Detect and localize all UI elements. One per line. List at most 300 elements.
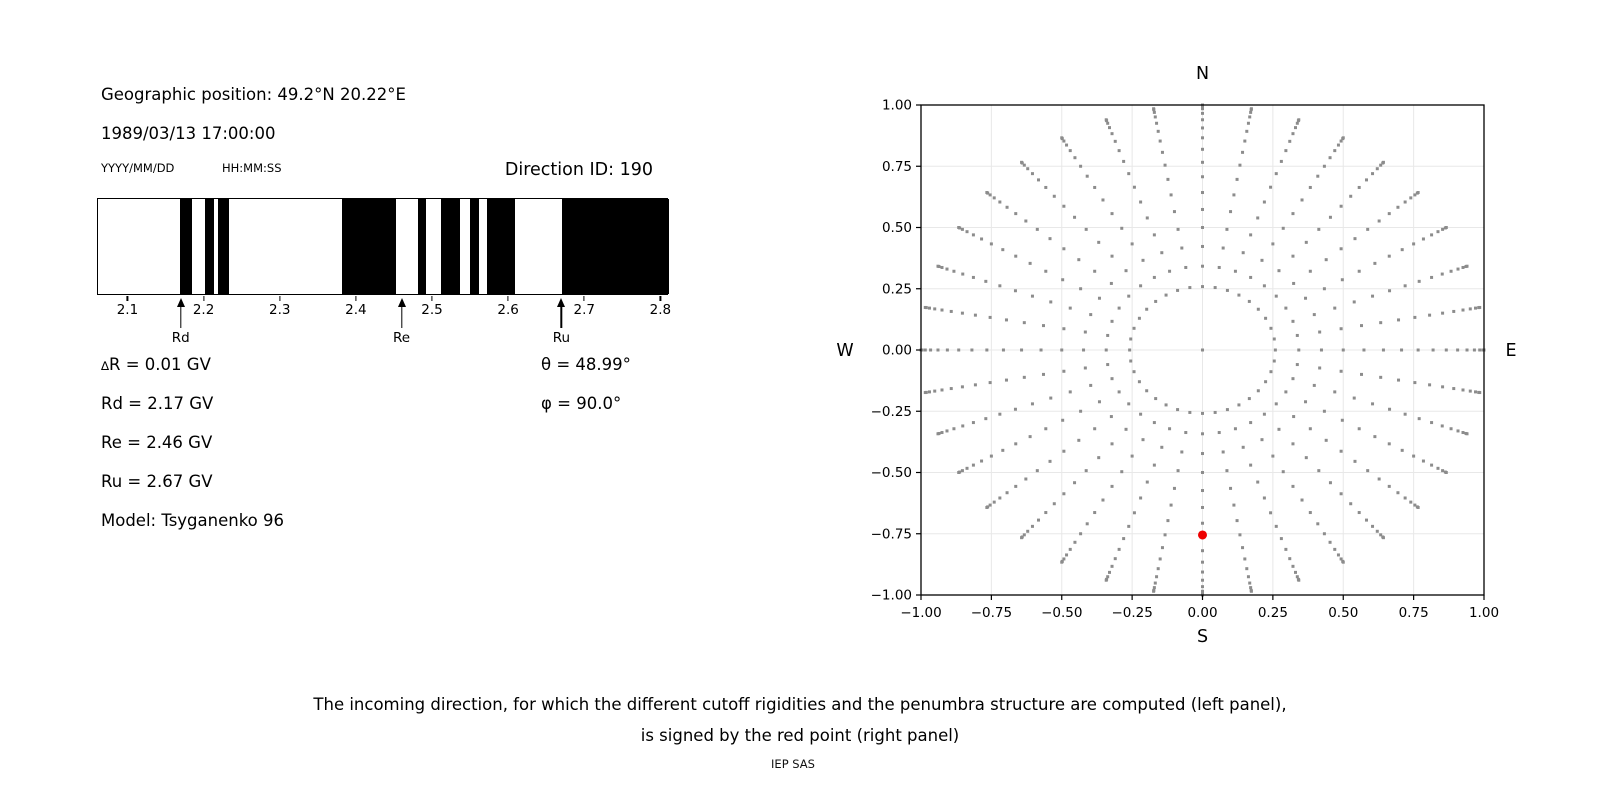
direction-dot <box>1160 446 1163 449</box>
direction-dot <box>1263 496 1266 499</box>
direction-dot <box>952 270 955 273</box>
direction-dot <box>1005 379 1008 382</box>
penumbra-tick-label: 2.4 <box>345 302 367 318</box>
direction-dot <box>1248 300 1251 303</box>
direction-dot <box>1042 324 1045 327</box>
direction-dot <box>1139 496 1142 499</box>
direction-dot <box>1065 553 1068 556</box>
direction-dot <box>1232 504 1235 507</box>
direction-dot <box>1473 349 1476 352</box>
direction-dot <box>1101 499 1104 502</box>
direction-dot <box>1229 487 1232 490</box>
direction-dot <box>1317 469 1320 472</box>
direction-dot <box>1297 579 1300 582</box>
direction-dot <box>1271 242 1274 245</box>
direction-dot <box>961 469 964 472</box>
direction-dot <box>972 233 975 236</box>
direction-dot <box>1358 270 1361 273</box>
x-tick-label: 0.25 <box>1257 605 1288 621</box>
direction-dot <box>1456 349 1459 352</box>
direction-dot <box>1296 575 1299 578</box>
direction-dot <box>1260 259 1263 262</box>
direction-dot <box>1061 419 1064 422</box>
direction-dot <box>1243 140 1246 143</box>
penumbra-bands <box>98 199 667 294</box>
direction-dot <box>1341 278 1344 281</box>
geographic-position: Geographic position: 49.2°N 20.22°E <box>101 85 406 104</box>
direction-dot <box>1291 212 1294 215</box>
direction-dot <box>1243 557 1246 560</box>
arrow-stem <box>561 306 562 328</box>
direction-dot <box>1118 307 1121 310</box>
direction-dot <box>1305 241 1308 244</box>
direction-dot <box>1241 151 1244 154</box>
direction-dot <box>1378 478 1381 481</box>
direction-dot <box>1201 579 1204 582</box>
direction-dot <box>1131 455 1134 458</box>
direction-dot <box>1079 532 1082 535</box>
direction-dot <box>1242 251 1245 254</box>
direction-dot <box>1157 130 1160 133</box>
penumbra-band <box>562 199 669 294</box>
direction-dot <box>1382 161 1385 164</box>
delta-symbol: ∆ <box>101 359 110 373</box>
delta-r-value <box>101 355 211 376</box>
direction-dot <box>1062 327 1065 330</box>
direction-dot <box>1317 228 1320 231</box>
model-label: Model: Tsyganenko 96 <box>101 511 285 530</box>
direction-dot <box>940 266 943 269</box>
direction-dot <box>1166 519 1169 522</box>
direction-dot <box>1014 255 1017 258</box>
direction-dot <box>1257 308 1260 311</box>
direction-dot <box>1098 297 1101 300</box>
direction-dot <box>1288 140 1291 143</box>
y-tick-label: −0.50 <box>870 465 912 481</box>
direction-dot <box>974 383 977 386</box>
direction-dot <box>1441 228 1444 231</box>
direction-dot <box>1478 306 1481 309</box>
direction-dot <box>1133 511 1136 514</box>
direction-dot <box>1049 237 1052 240</box>
direction-dot <box>1291 320 1294 323</box>
direction-dot <box>1079 410 1082 413</box>
direction-dot <box>1180 450 1183 453</box>
marker-label: Rd <box>171 330 190 346</box>
direction-dot <box>1365 178 1368 181</box>
direction-dot <box>1110 282 1113 285</box>
figure-caption <box>0 689 1600 751</box>
direction-dot <box>1101 198 1104 201</box>
delta-r-text: R = 0.01 GV <box>109 355 211 374</box>
direction-dot <box>1333 149 1336 152</box>
direction-dot <box>933 307 936 310</box>
direction-dot <box>1441 312 1444 315</box>
direction-dot <box>1349 195 1352 198</box>
direction-dot <box>1250 590 1253 593</box>
credit-label: IEP SAS <box>771 757 815 771</box>
direction-dot <box>1304 297 1307 300</box>
direction-dot <box>1450 270 1453 273</box>
direction-dot <box>1001 248 1004 251</box>
direction-dot <box>1291 485 1294 488</box>
direction-dot <box>1165 403 1168 406</box>
x-tick-label: 0.00 <box>1187 605 1218 621</box>
direction-dot <box>1275 525 1278 528</box>
direction-dot <box>1111 442 1114 445</box>
direction-dot <box>1153 421 1156 424</box>
direction-dot <box>1404 413 1407 416</box>
direction-dot <box>1201 349 1204 352</box>
direction-dot <box>1201 265 1204 268</box>
direction-dot <box>990 455 993 458</box>
direction-dot <box>1131 242 1134 245</box>
direction-dot <box>1404 201 1407 204</box>
direction-dot <box>1388 212 1391 215</box>
direction-dot <box>1273 337 1276 340</box>
direction-dot <box>1242 446 1245 449</box>
direction-dot <box>1340 370 1343 373</box>
direction-dot <box>1274 349 1277 352</box>
direction-dot <box>1037 178 1040 181</box>
penumbra-band <box>470 199 478 294</box>
direction-dot <box>1049 397 1052 400</box>
direction-dot <box>980 460 983 463</box>
direction-dot <box>1428 383 1431 386</box>
direction-dot <box>1329 156 1332 159</box>
y-tick-label: 1.00 <box>881 97 912 114</box>
direction-dot <box>1031 172 1034 175</box>
direction-dot <box>1309 511 1312 514</box>
direction-dot <box>1232 193 1235 196</box>
direction-dot <box>1093 270 1096 273</box>
direction-dot <box>1342 136 1345 139</box>
direction-dot <box>1445 349 1448 352</box>
direction-dot <box>1114 557 1117 560</box>
direction-dot <box>984 417 987 420</box>
direction-dot <box>1020 349 1023 352</box>
direction-dot <box>993 501 996 504</box>
direction-dot <box>1417 191 1420 194</box>
direction-dot <box>1441 424 1444 427</box>
direction-dot <box>1388 289 1391 292</box>
direction-dot <box>1184 266 1187 269</box>
direction-dot <box>1153 111 1156 114</box>
direction-dot <box>1466 349 1469 352</box>
direction-dot <box>1340 327 1343 330</box>
direction-dot <box>1159 557 1162 560</box>
direction-dot <box>1284 149 1287 152</box>
direction-dot <box>1249 276 1252 279</box>
direction-dot <box>1349 502 1352 505</box>
compass-west-label: W <box>836 341 854 361</box>
direction-dot <box>1122 537 1125 540</box>
direction-dot <box>1154 397 1157 400</box>
direction-dot <box>1165 294 1168 297</box>
direction-dot <box>1430 233 1433 236</box>
direction-dot <box>1249 233 1252 236</box>
y-tick-label: 0.75 <box>881 158 912 175</box>
direction-dot <box>1111 255 1114 258</box>
direction-dot <box>1282 227 1285 230</box>
direction-dot <box>1164 164 1167 167</box>
direction-dot <box>936 265 939 268</box>
direction-dot <box>1020 161 1023 164</box>
direction-dot <box>961 312 964 315</box>
penumbra-tick-label: 2.3 <box>268 302 291 318</box>
direction-dot <box>1024 219 1027 222</box>
direction-dot <box>1201 126 1204 129</box>
direction-dot <box>1275 172 1278 175</box>
direction-dot <box>1382 536 1385 539</box>
direction-dot <box>1478 391 1481 394</box>
direction-dot <box>1371 525 1374 528</box>
direction-dot <box>1237 294 1240 297</box>
caption-line-2: is signed by the red point (right panel) <box>640 726 960 745</box>
direction-dot <box>946 349 949 352</box>
direction-dot <box>974 314 977 317</box>
direction-dot <box>972 464 975 467</box>
direction-dot <box>1376 167 1379 170</box>
direction-dot <box>1031 525 1034 528</box>
direction-dot <box>1145 308 1148 311</box>
theta-value: θ = 48.99° <box>541 355 631 374</box>
direction-dot <box>1275 295 1278 298</box>
direction-dot <box>1360 324 1363 327</box>
direction-dot <box>1376 530 1379 533</box>
direction-dot <box>1062 450 1065 453</box>
direction-dot <box>1133 186 1136 189</box>
direction-dot <box>1263 413 1266 416</box>
direction-dot <box>940 431 943 434</box>
direction-dot <box>1111 485 1114 488</box>
direction-dot <box>1329 481 1332 484</box>
direction-dot <box>1069 149 1072 152</box>
direction-dot <box>1133 327 1136 330</box>
direction-dot <box>972 276 975 279</box>
direction-dot <box>1069 307 1072 310</box>
direction-dot <box>1241 546 1244 549</box>
direction-dot <box>1201 452 1204 455</box>
direction-dot <box>1263 284 1266 287</box>
penumbra-tick-label: 2.8 <box>649 302 672 318</box>
direction-dot <box>1161 546 1164 549</box>
direction-dot <box>1353 300 1356 303</box>
direction-dot <box>1077 439 1080 442</box>
y-tick-label: 0.25 <box>881 281 912 298</box>
direction-dot <box>1152 107 1155 110</box>
penumbra-band <box>205 199 215 294</box>
direction-dot <box>1333 307 1336 310</box>
direction-dot <box>1062 370 1065 373</box>
direction-dot <box>1430 276 1433 279</box>
direction-dot <box>940 388 943 391</box>
x-tick-label: −0.50 <box>1041 605 1083 621</box>
direction-dot <box>1201 161 1204 164</box>
direction-dot <box>1127 295 1130 298</box>
direction-dot <box>1409 196 1412 199</box>
direction-dot <box>928 307 931 310</box>
direction-dot <box>1291 377 1294 380</box>
direction-dot <box>1188 286 1191 289</box>
direction-dot <box>1342 561 1345 564</box>
direction-dot <box>1474 390 1477 393</box>
direction-dot <box>1297 118 1300 121</box>
direction-dot <box>1044 427 1047 430</box>
direction-dot <box>1111 320 1114 323</box>
direction-dot <box>1309 427 1312 430</box>
direction-dot <box>1201 245 1204 248</box>
direction-dot <box>1294 571 1297 574</box>
direction-dot <box>1260 438 1263 441</box>
direction-dot <box>1296 363 1299 366</box>
datetime: 1989/03/13 17:00:00 <box>101 124 276 143</box>
direction-dot <box>1042 373 1045 376</box>
direction-dot <box>945 268 948 271</box>
direction-dot <box>1201 175 1204 178</box>
direction-dot <box>1245 567 1248 570</box>
direction-dot <box>1086 175 1089 178</box>
direction-dot <box>1305 456 1308 459</box>
direction-dot <box>1127 402 1130 405</box>
direction-dot <box>1120 227 1123 230</box>
direction-dot <box>1001 449 1004 452</box>
direction-dot <box>1201 561 1204 564</box>
direction-dot <box>1353 460 1356 463</box>
phi-value: φ = 90.0° <box>541 394 622 413</box>
direction-dot <box>1037 519 1040 522</box>
direction-dot <box>1129 337 1132 340</box>
date-format-hint: YYYY/MM/DD <box>101 161 175 175</box>
direction-dot <box>1358 186 1361 189</box>
direction-dot <box>1060 136 1063 139</box>
direction-dot <box>1106 363 1109 366</box>
direction-dot <box>1333 548 1336 551</box>
direction-dot <box>1127 172 1130 175</box>
direction-dot <box>945 429 948 432</box>
direction-dot <box>1397 318 1400 321</box>
direction-dot <box>1238 533 1241 536</box>
direction-dot <box>1170 193 1173 196</box>
direction-dot <box>924 349 927 352</box>
direction-dot <box>989 381 992 384</box>
direction-dot <box>1105 349 1108 352</box>
direction-dot <box>1236 178 1239 181</box>
direction-dot <box>1269 370 1272 373</box>
direction-dot <box>961 424 964 427</box>
direction-dot <box>1201 107 1204 110</box>
direction-dot <box>1222 450 1225 453</box>
direction-dot <box>1026 530 1029 533</box>
direction-dot <box>1036 469 1039 472</box>
direction-dot <box>1029 262 1032 265</box>
direction-dot <box>1029 435 1032 438</box>
direction-dot <box>1073 481 1076 484</box>
direction-dot <box>928 390 931 393</box>
direction-dot <box>985 191 988 194</box>
direction-dot <box>1201 489 1204 492</box>
direction-dot <box>1061 278 1064 281</box>
x-tick-label: 0.50 <box>1328 605 1359 621</box>
direction-dot <box>1396 491 1399 494</box>
direction-dot <box>1323 165 1326 168</box>
direction-dot <box>1155 575 1158 578</box>
direction-dot <box>1318 366 1321 369</box>
direction-dot <box>1138 380 1141 383</box>
direction-dot <box>1277 428 1280 431</box>
direction-dot <box>1284 548 1287 551</box>
direction-dot <box>1452 310 1455 313</box>
direction-dot <box>1269 511 1272 514</box>
direction-dot <box>1138 317 1141 320</box>
direction-dot <box>1106 122 1109 125</box>
direction-dot <box>1201 571 1204 574</box>
direction-dot <box>1110 415 1113 418</box>
direction-dot <box>1031 295 1034 298</box>
direction-dot <box>1023 376 1026 379</box>
direction-dot <box>1049 460 1052 463</box>
direction-dot <box>1062 205 1065 208</box>
direction-dot <box>1085 228 1088 231</box>
direction-dot <box>966 230 969 233</box>
direction-dot <box>952 427 955 430</box>
direction-dot <box>1422 460 1425 463</box>
direction-dot <box>1291 255 1294 258</box>
direction-dot <box>1249 421 1252 424</box>
direction-dot <box>957 349 960 352</box>
direction-dot <box>1237 403 1240 406</box>
direction-dot <box>1152 590 1155 593</box>
direction-dot <box>1153 276 1156 279</box>
direction-dot <box>1044 511 1047 514</box>
direction-dot <box>1129 360 1132 363</box>
direction-dot <box>1139 284 1142 287</box>
direction-dot <box>1184 431 1187 434</box>
direction-dot <box>933 390 936 393</box>
direction-dot <box>1125 428 1128 431</box>
direction-dot <box>1040 349 1043 352</box>
direction-dot <box>1280 160 1283 163</box>
selected-direction-red-point <box>1198 530 1207 539</box>
direction-dot <box>1365 519 1368 522</box>
direction-dot <box>1154 582 1157 585</box>
direction-dot <box>1397 379 1400 382</box>
direction-dot <box>1006 491 1009 494</box>
penumbra-band <box>180 199 192 294</box>
direction-dot <box>1201 226 1204 229</box>
direction-dot <box>1469 390 1472 393</box>
direction-dot <box>984 280 987 283</box>
direction-dot <box>1462 309 1465 312</box>
direction-dot <box>1366 469 1369 472</box>
direction-dot <box>1316 175 1319 178</box>
direction-dot <box>1441 273 1444 276</box>
direction-dot <box>1201 506 1204 509</box>
direction-dot <box>1371 172 1374 175</box>
direction-dot <box>1323 410 1326 413</box>
direction-dot <box>1436 230 1439 233</box>
time-format-hint: HH:MM:SS <box>222 161 282 175</box>
direction-dot <box>1218 266 1221 269</box>
direction-dot <box>1466 432 1469 435</box>
direction-dot <box>1462 431 1465 434</box>
direction-dot <box>1234 270 1237 273</box>
direction-dot <box>1318 331 1321 334</box>
direction-dot <box>929 349 932 352</box>
direction-dot <box>1225 469 1228 472</box>
direction-dot <box>985 506 988 509</box>
direction-dot <box>1166 178 1169 181</box>
